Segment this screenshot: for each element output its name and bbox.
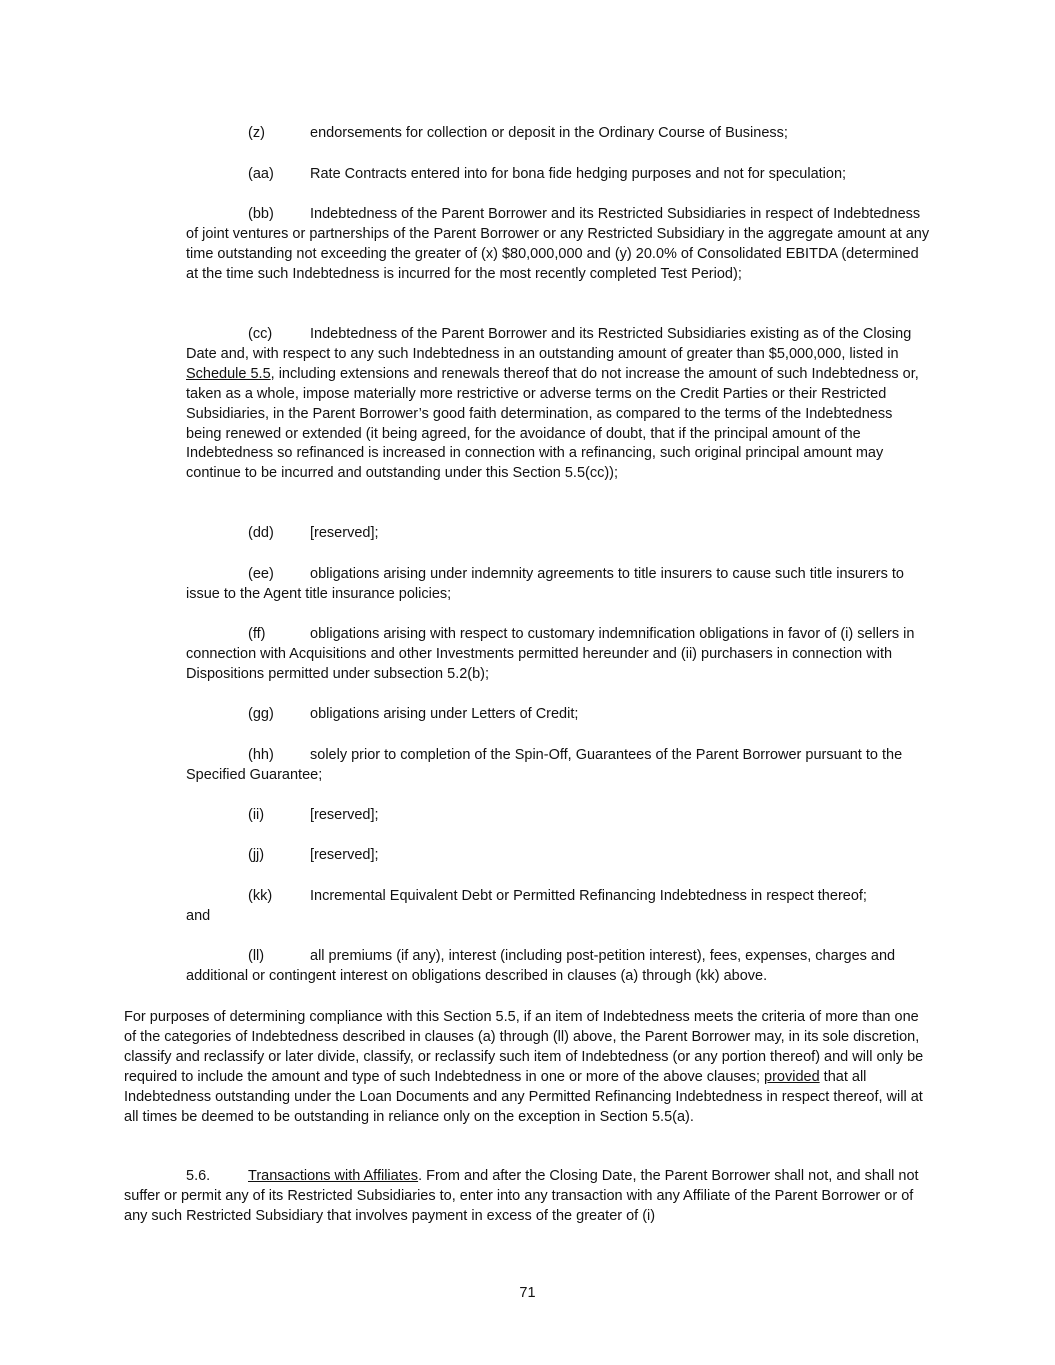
paragraph-text-cont: that all Indebtedness outstanding under the Loan Documents and any Permitted Refinancing Indebtedness in respect thereof, will at all times be deemed to be outstanding in reliance only on the exception in Section 5.5(a).: [124, 1068, 923, 1125]
clause-text: obligations arising with respect to customary indemnification obligations in favor of (i) sellers in connection with Acquisitions and other Investments permitted hereunder and (ii) purchasers in connection with Dispositions permitted under subsection 5.2(b);: [186, 626, 915, 682]
clause-ee: [186, 565, 931, 605]
clause-text: solely prior to completion of the Spin-Off, Guarantees of the Parent Borrower pursuant to the Specified Guarantee;: [186, 747, 903, 783]
clause-cc: [186, 325, 931, 484]
compliance-paragraph: [124, 1008, 932, 1127]
clause-z: [186, 124, 931, 144]
clause-text-cont: , including extensions and renewals thereof that do not increase the amount of such Indebtedness or, taken as a whole, impose materially more restrictive or adverse terms on the Credit Parties or their Restricted Subsidiaries, in the Parent Borrower’s good faith determination, as compared to the terms of the Indebtedness being renewed or extended (it being agreed, for the avoidance of doubt, that if the principal amount of the Indebtedness so refinanced is increased in connection with a refinancing, such original principal amount may continue to be incurred and outstanding under this Section 5.5(cc));: [186, 365, 919, 482]
section-5-6: [124, 1167, 932, 1227]
provided-term: provided: [764, 1068, 820, 1085]
clause-text: [reserved];: [310, 847, 379, 863]
clause-label: (gg): [248, 706, 274, 722]
section-number: 5.6.: [186, 1168, 211, 1184]
clause-text: all premiums (if any), interest (including post-petition interest), fees, expenses, charges and additional or contingent interest on obligations described in clauses (a) through (kk) above.: [186, 948, 896, 984]
schedule-5-5-link[interactable]: Schedule 5.5: [186, 365, 271, 382]
clause-label: (kk): [248, 888, 273, 904]
clause-label: (ff): [248, 626, 266, 642]
page-number: 71: [519, 1285, 536, 1301]
clause-label: (dd): [248, 525, 274, 541]
clause-label: (ee): [248, 566, 274, 582]
clause-hh: [186, 746, 931, 786]
clause-label: (ii): [248, 807, 265, 823]
clause-ll: [186, 947, 931, 987]
clause-jj: [186, 846, 931, 866]
clause-kk: [186, 887, 931, 927]
clause-text: [reserved];: [310, 525, 379, 541]
clause-text: obligations arising under Letters of Credit;: [310, 706, 579, 722]
clause-aa: [186, 165, 931, 185]
clause-bb: [186, 205, 931, 285]
clause-ff: [186, 625, 931, 685]
clause-text-cont: and: [186, 907, 211, 924]
clause-label: (bb): [248, 206, 274, 222]
clause-label: (cc): [248, 326, 273, 342]
clause-dd: [186, 524, 931, 544]
clause-text: Incremental Equivalent Debt or Permitted Refinancing Indebtedness in respect thereof;: [310, 888, 867, 904]
clause-text: Indebtedness of the Parent Borrower and its Restricted Subsidiaries existing as of the Closing Date and, with respect to any such Indebtedness in an outstanding amount of greater than $5,000,000, listed in: [186, 326, 912, 362]
clause-gg: [186, 705, 931, 725]
clause-ii: [186, 806, 931, 826]
clause-text: obligations arising under indemnity agreements to title insurers to cause such title insurers to issue to the Agent title insurance policies;: [186, 566, 904, 602]
clause-text: Rate Contracts entered into for bona fide hedging purposes and not for speculation;: [310, 166, 847, 182]
clause-label: (jj): [248, 847, 265, 863]
clause-text: Indebtedness of the Parent Borrower and its Restricted Subsidiaries in respect of Indebtedness of joint ventures or partnerships of the Parent Borrower or any Restricted Subsidiary in the aggregate amount at any time outstanding not exceeding the greater of (x) $80,000,000 and (y) 20.0% of Consolidated EBITDA (determined at the time such Indebtedness is incurred for the most recently completed Test Period);: [186, 206, 930, 282]
section-text: . From and after the Closing Date, the Parent Borrower shall not, and shall not suffer or permit any of its Restricted Subsidiaries to, enter into any transaction with any Affiliate of the Parent Borrower or of any such Restricted Subsidiary that involves payment in excess of the greater of (i): [124, 1168, 919, 1224]
clause-label: (hh): [248, 747, 274, 763]
clause-label: (z): [248, 125, 265, 141]
paragraph-text: For purposes of determining compliance with this Section 5.5, if an item of Indebtedness meets the criteria of more than one of the categories of Indebtedness described in clauses (a) through (ll) above, the Parent Borrower may, in its sole discretion, classify and reclassify or later divide, classify, or reclassify such item of Indebtedness (or any portion thereof) and will only be required to include the amount and type of such Indebtedness in one or more of the above clauses;: [124, 1009, 924, 1085]
clause-label: (aa): [248, 166, 274, 182]
clause-label: (ll): [248, 948, 265, 964]
clause-text: [reserved];: [310, 807, 379, 823]
clause-text: endorsements for collection or deposit in the Ordinary Course of Business;: [310, 125, 788, 141]
section-title: Transactions with Affiliates: [248, 1168, 419, 1184]
